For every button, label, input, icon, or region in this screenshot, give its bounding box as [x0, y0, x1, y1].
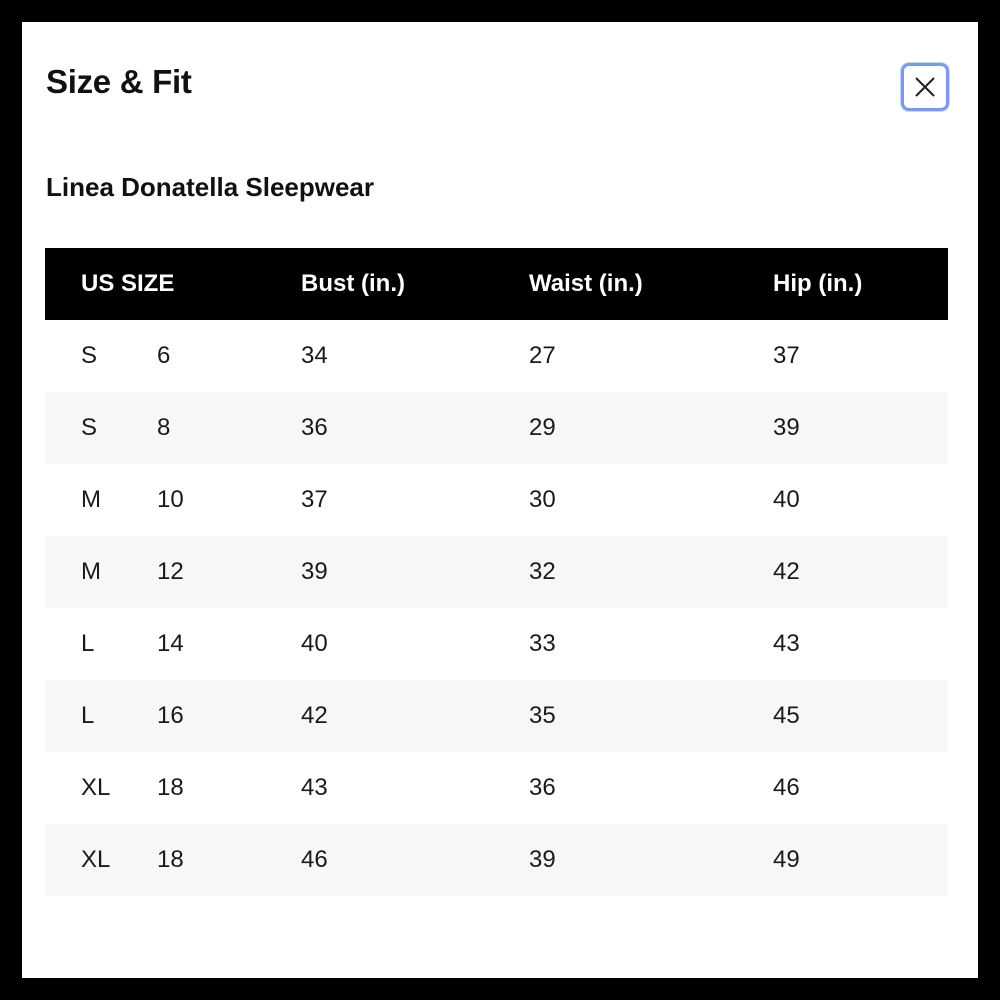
size-cell — [45, 320, 301, 392]
size-letter: S — [81, 342, 98, 369]
size-cell — [45, 536, 301, 608]
size-number: 14 — [157, 630, 184, 657]
bust-cell: 39 — [301, 558, 328, 585]
table-header-row — [45, 248, 948, 320]
table-row — [45, 680, 948, 752]
size-number: 6 — [157, 342, 171, 369]
size-letter: M — [81, 486, 101, 513]
header-waist: Waist (in.) — [529, 270, 643, 297]
hip-cell: 42 — [773, 558, 800, 585]
size-letter: S — [81, 414, 98, 441]
table-row — [45, 536, 948, 608]
bust-cell: 43 — [301, 774, 328, 801]
size-letter: XL — [81, 774, 111, 801]
modal-title: Size & Fit — [46, 63, 192, 100]
size-letter: L — [81, 630, 95, 657]
bust-cell: 37 — [301, 486, 328, 513]
size-letter: XL — [81, 846, 111, 873]
table-row — [45, 824, 948, 896]
bust-cell: 40 — [301, 630, 328, 657]
product-name: Linea Donatella Sleepwear — [46, 172, 375, 202]
waist-cell: 30 — [529, 486, 556, 513]
hip-cell: 39 — [773, 414, 800, 441]
size-fit-modal — [22, 22, 978, 978]
size-letter: M — [81, 558, 101, 585]
size-cell — [45, 464, 301, 536]
bust-cell: 46 — [301, 846, 328, 873]
hip-cell: 45 — [773, 702, 800, 729]
size-cell — [45, 824, 301, 896]
size-letter: L — [81, 702, 95, 729]
table-row — [45, 392, 948, 464]
waist-cell: 35 — [529, 702, 556, 729]
bust-cell: 36 — [301, 414, 328, 441]
size-number: 18 — [157, 846, 184, 873]
header-hip: Hip (in.) — [773, 270, 863, 297]
table-row — [45, 320, 948, 392]
table-row — [45, 752, 948, 824]
table-body — [45, 320, 948, 896]
bust-cell: 34 — [301, 342, 328, 369]
size-chart-table — [45, 248, 948, 896]
waist-cell: 36 — [529, 774, 556, 801]
size-number: 16 — [157, 702, 184, 729]
waist-cell: 33 — [529, 630, 556, 657]
waist-cell: 29 — [529, 414, 556, 441]
waist-cell: 32 — [529, 558, 556, 585]
size-cell — [45, 752, 301, 824]
close-button[interactable] — [901, 63, 949, 111]
hip-cell: 40 — [773, 486, 800, 513]
hip-cell: 37 — [773, 342, 800, 369]
size-cell — [45, 680, 301, 752]
size-cell — [45, 392, 301, 464]
waist-cell: 27 — [529, 342, 556, 369]
size-cell — [45, 608, 301, 680]
header-us-size: US SIZE — [81, 270, 175, 297]
size-number: 10 — [157, 486, 184, 513]
hip-cell: 43 — [773, 630, 800, 657]
close-icon — [913, 75, 937, 99]
size-number: 18 — [157, 774, 184, 801]
size-number: 8 — [157, 414, 171, 441]
bust-cell: 42 — [301, 702, 328, 729]
header-bust: Bust (in.) — [301, 270, 405, 297]
size-number: 12 — [157, 558, 184, 585]
hip-cell: 46 — [773, 774, 800, 801]
hip-cell: 49 — [773, 846, 800, 873]
table-row — [45, 464, 948, 536]
table-row — [45, 608, 948, 680]
waist-cell: 39 — [529, 846, 556, 873]
